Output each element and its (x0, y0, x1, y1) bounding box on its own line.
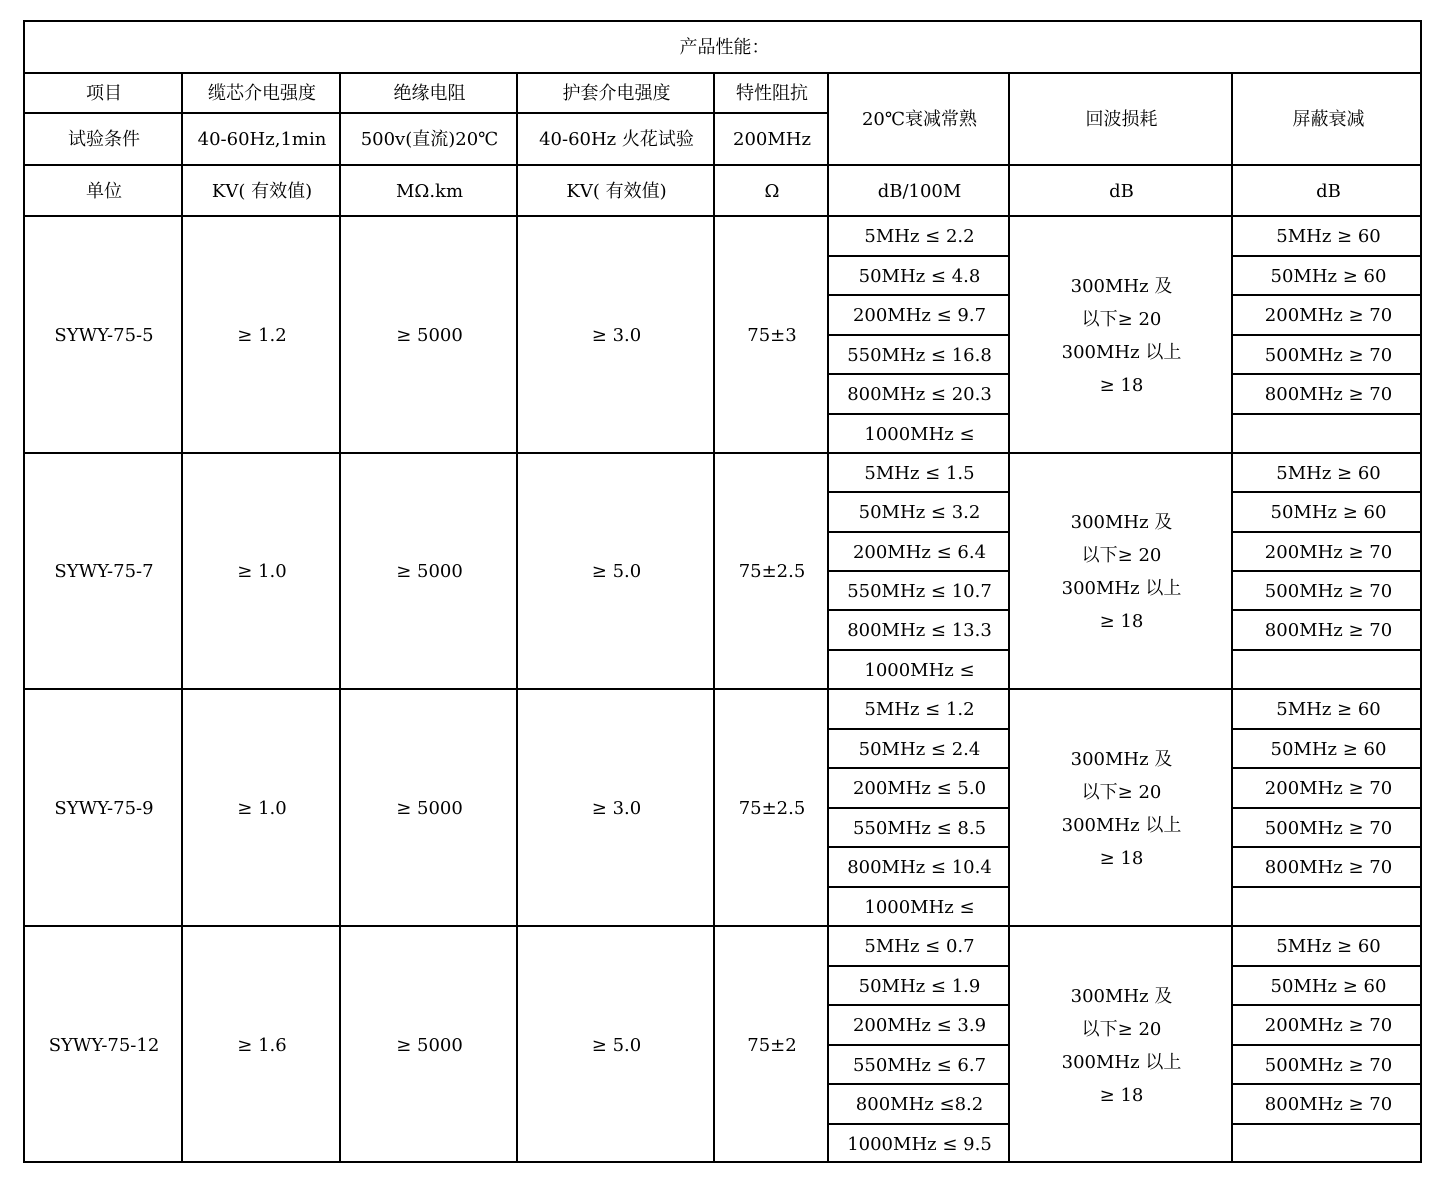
attenuation-value: 1000MHz ≤ (864, 659, 975, 681)
model-cell: SYWY-75-12 (48, 1034, 160, 1056)
impedance-cell: 75±2.5 (738, 561, 806, 583)
attenuation-sub-divider (827, 728, 1008, 730)
return-loss-line: 300MHz 以上 (1061, 814, 1182, 836)
shield-sub-divider (1231, 1083, 1422, 1085)
model-cell: SYWY-75-9 (54, 797, 154, 819)
sheath-strength-cell: ≥ 5.0 (591, 1034, 642, 1056)
unit-cell: KV( 有效值) (211, 180, 313, 202)
attenuation-value: 5MHz ≤ 1.2 (864, 699, 975, 721)
attenuation-value: 550MHz ≤ 6.7 (852, 1054, 987, 1076)
insulation-resistance-cell: ≥ 5000 (396, 797, 463, 819)
header-row1-cell: 项目 (86, 83, 122, 105)
shield-sub-divider (1231, 886, 1422, 888)
attenuation-sub-divider (827, 491, 1008, 493)
attenuation-value: 50MHz ≤ 3.2 (858, 502, 981, 524)
shield-sub-divider (1231, 728, 1422, 730)
sheath-strength-cell: ≥ 3.0 (591, 324, 642, 346)
core-strength-cell: ≥ 1.2 (237, 324, 287, 346)
attenuation-sub-divider (827, 373, 1008, 375)
header-row2-cell: 40-60Hz,1min (197, 129, 327, 151)
shield-sub-divider (1231, 1123, 1422, 1125)
shield-value: 800MHz ≥ 70 (1264, 857, 1393, 879)
column-line (516, 72, 518, 1162)
insulation-resistance-cell: ≥ 5000 (396, 324, 463, 346)
return-loss-line: 以下≥ 20 (1081, 545, 1162, 566)
column-line (713, 72, 715, 1162)
shield-sub-divider (1231, 649, 1422, 651)
attenuation-value: 1000MHz ≤ (864, 896, 975, 918)
shield-value: 200MHz ≥ 70 (1264, 778, 1393, 800)
attenuation-sub-divider (827, 807, 1008, 809)
shield-value (1233, 1125, 1424, 1164)
return-loss-line: 300MHz 及 (1070, 512, 1173, 533)
shield-sub-divider (1231, 846, 1422, 848)
attenuation-value: 50MHz ≤ 4.8 (858, 265, 981, 287)
shield-value: 200MHz ≥ 70 (1264, 541, 1393, 563)
shield-value: 500MHz ≥ 70 (1264, 344, 1393, 366)
attenuation-value: 800MHz ≤ 13.3 (847, 620, 992, 642)
return-loss-cell (1010, 454, 1233, 690)
shield-value (1233, 651, 1424, 690)
impedance-cell: 75±2 (747, 1034, 797, 1056)
shield-value (1233, 888, 1424, 927)
unit-cell: dB (1316, 180, 1341, 202)
shield-sub-divider (1231, 531, 1422, 533)
return-loss-line: ≥ 18 (1099, 847, 1144, 869)
attenuation-sub-divider (827, 1004, 1008, 1006)
attenuation-value: 1000MHz ≤ 9.5 (847, 1133, 992, 1155)
return-loss-line: 300MHz 以上 (1061, 578, 1182, 599)
shield-sub-divider (1231, 965, 1422, 967)
return-loss-cell (1010, 690, 1233, 927)
attenuation-value: 800MHz ≤ 10.4 (847, 857, 992, 879)
shield-value: 5MHz ≥ 60 (1276, 699, 1381, 721)
attenuation-sub-divider (827, 255, 1008, 257)
shield-sub-divider (1231, 255, 1422, 257)
column-line (1231, 72, 1233, 1162)
column-line (339, 72, 341, 1162)
attenuation-sub-divider (827, 965, 1008, 967)
column-line (181, 72, 183, 1162)
impedance-cell: 75±3 (747, 324, 797, 346)
header-row-divider (23, 112, 827, 114)
header-shield-attenuation: 屏蔽衰减 (1292, 109, 1365, 131)
core-strength-cell: ≥ 1.6 (237, 1034, 287, 1056)
shield-sub-divider (1231, 767, 1422, 769)
attenuation-sub-divider (827, 1044, 1008, 1046)
shield-sub-divider (1231, 609, 1422, 611)
shield-value: 5MHz ≥ 60 (1276, 462, 1381, 484)
shield-value: 800MHz ≥ 70 (1264, 620, 1393, 642)
attenuation-sub-divider (827, 1083, 1008, 1085)
shield-sub-divider (1231, 491, 1422, 493)
table-title: 产品性能： (679, 37, 770, 59)
header-row1-cell: 特性阻抗 (736, 83, 808, 105)
header-row2-cell: 试验条件 (68, 129, 140, 151)
attenuation-value: 200MHz ≤ 5.0 (852, 778, 987, 800)
attenuation-value: 200MHz ≤ 6.4 (852, 541, 987, 563)
shield-value: 200MHz ≥ 70 (1264, 305, 1393, 327)
product-performance-table (23, 20, 1422, 1163)
return-loss-line: 300MHz 及 (1070, 275, 1173, 297)
attenuation-sub-divider (827, 413, 1008, 415)
return-loss-line: 以下≥ 20 (1081, 308, 1162, 330)
shield-sub-divider (1231, 570, 1422, 572)
return-loss-line: 300MHz 以上 (1061, 1051, 1182, 1073)
header-return-loss: 回波损耗 (1085, 109, 1158, 131)
shield-sub-divider (1231, 1004, 1422, 1006)
shield-sub-divider (1231, 807, 1422, 809)
attenuation-value: 1000MHz ≤ (864, 423, 975, 445)
return-loss-cell (1010, 217, 1233, 454)
unit-cell: KV( 有效值) (566, 180, 667, 202)
return-loss-line: 以下≥ 20 (1081, 1018, 1162, 1040)
shield-sub-divider (1231, 1044, 1422, 1046)
attenuation-sub-divider (827, 767, 1008, 769)
attenuation-sub-divider (827, 609, 1008, 611)
attenuation-value: 800MHz ≤ 20.3 (847, 384, 992, 406)
attenuation-value: 200MHz ≤ 3.9 (852, 1015, 987, 1037)
shield-value: 50MHz ≥ 60 (1270, 738, 1387, 760)
shield-value: 500MHz ≥ 70 (1264, 1054, 1393, 1076)
attenuation-sub-divider (827, 886, 1008, 888)
shield-sub-divider (1231, 334, 1422, 336)
core-strength-cell: ≥ 1.0 (237, 561, 287, 583)
attenuation-value: 5MHz ≤ 2.2 (864, 226, 975, 248)
unit-cell: MΩ.km (395, 180, 464, 202)
attenuation-sub-divider (827, 531, 1008, 533)
unit-cell: dB/100M (877, 180, 962, 202)
return-loss-cell (1010, 927, 1233, 1164)
attenuation-sub-divider (827, 570, 1008, 572)
shield-value: 50MHz ≥ 60 (1270, 502, 1387, 524)
header-row2-cell: 40-60Hz 火花试验 (539, 129, 694, 151)
shield-value: 5MHz ≥ 60 (1276, 936, 1381, 958)
shield-value: 800MHz ≥ 70 (1264, 1094, 1393, 1116)
header-row1-cell: 绝缘电阻 (393, 83, 466, 105)
attenuation-sub-divider (827, 649, 1008, 651)
model-cell: SYWY-75-7 (54, 561, 154, 583)
return-loss-line: 300MHz 及 (1070, 748, 1173, 770)
shield-value: 5MHz ≥ 60 (1276, 226, 1381, 248)
attenuation-value: 50MHz ≤ 2.4 (858, 738, 981, 760)
attenuation-sub-divider (827, 334, 1008, 336)
return-loss-line: 以下≥ 20 (1081, 781, 1162, 803)
attenuation-sub-divider (827, 294, 1008, 296)
shield-value: 50MHz ≥ 60 (1270, 265, 1387, 287)
attenuation-value: 800MHz ≤8.2 (855, 1094, 984, 1116)
shield-value: 800MHz ≥ 70 (1264, 384, 1393, 406)
core-strength-cell: ≥ 1.0 (237, 797, 287, 819)
header-row2-cell: 200MHz (733, 129, 811, 151)
attenuation-value: 550MHz ≤ 10.7 (847, 580, 992, 602)
column-line (827, 72, 829, 1162)
return-loss-line: 300MHz 以上 (1061, 341, 1182, 363)
shield-value: 500MHz ≥ 70 (1264, 580, 1393, 602)
shield-value: 200MHz ≥ 70 (1264, 1015, 1393, 1037)
shield-sub-divider (1231, 413, 1422, 415)
attenuation-sub-divider (827, 846, 1008, 848)
sheath-strength-cell: ≥ 5.0 (591, 561, 642, 583)
shield-value: 50MHz ≥ 60 (1270, 975, 1387, 997)
shield-value: 500MHz ≥ 70 (1264, 817, 1393, 839)
attenuation-value: 50MHz ≤ 1.9 (858, 975, 981, 997)
unit-cell: Ω (764, 180, 780, 202)
insulation-resistance-cell: ≥ 5000 (396, 561, 463, 583)
column-line (1008, 72, 1010, 1162)
sheath-strength-cell: ≥ 3.0 (591, 797, 642, 819)
insulation-resistance-cell: ≥ 5000 (396, 1034, 463, 1056)
attenuation-value: 5MHz ≤ 0.7 (864, 936, 975, 958)
model-cell: SYWY-75-5 (54, 324, 154, 346)
shield-value (1233, 415, 1424, 454)
return-loss-line: ≥ 18 (1099, 611, 1144, 632)
attenuation-value: 550MHz ≤ 16.8 (847, 344, 992, 366)
header-row2-cell: 500v(直流)20℃ (360, 129, 499, 151)
attenuation-value: 550MHz ≤ 8.5 (852, 817, 987, 839)
return-loss-line: 300MHz 及 (1070, 985, 1173, 1007)
return-loss-line: ≥ 18 (1099, 1084, 1144, 1106)
attenuation-value: 200MHz ≤ 9.7 (852, 305, 987, 327)
unit-cell: dB (1109, 180, 1134, 202)
attenuation-value: 5MHz ≤ 1.5 (864, 462, 975, 484)
header-row1-cell: 护套介电强度 (562, 83, 671, 105)
impedance-cell: 75±2.5 (738, 797, 806, 819)
header-row1-cell: 缆芯介电强度 (208, 83, 316, 105)
shield-sub-divider (1231, 373, 1422, 375)
attenuation-sub-divider (827, 1123, 1008, 1125)
return-loss-line: ≥ 18 (1099, 374, 1144, 396)
unit-cell: 单位 (86, 180, 122, 202)
header-attenuation: 20℃衰减常熟 (861, 109, 978, 131)
shield-sub-divider (1231, 294, 1422, 296)
